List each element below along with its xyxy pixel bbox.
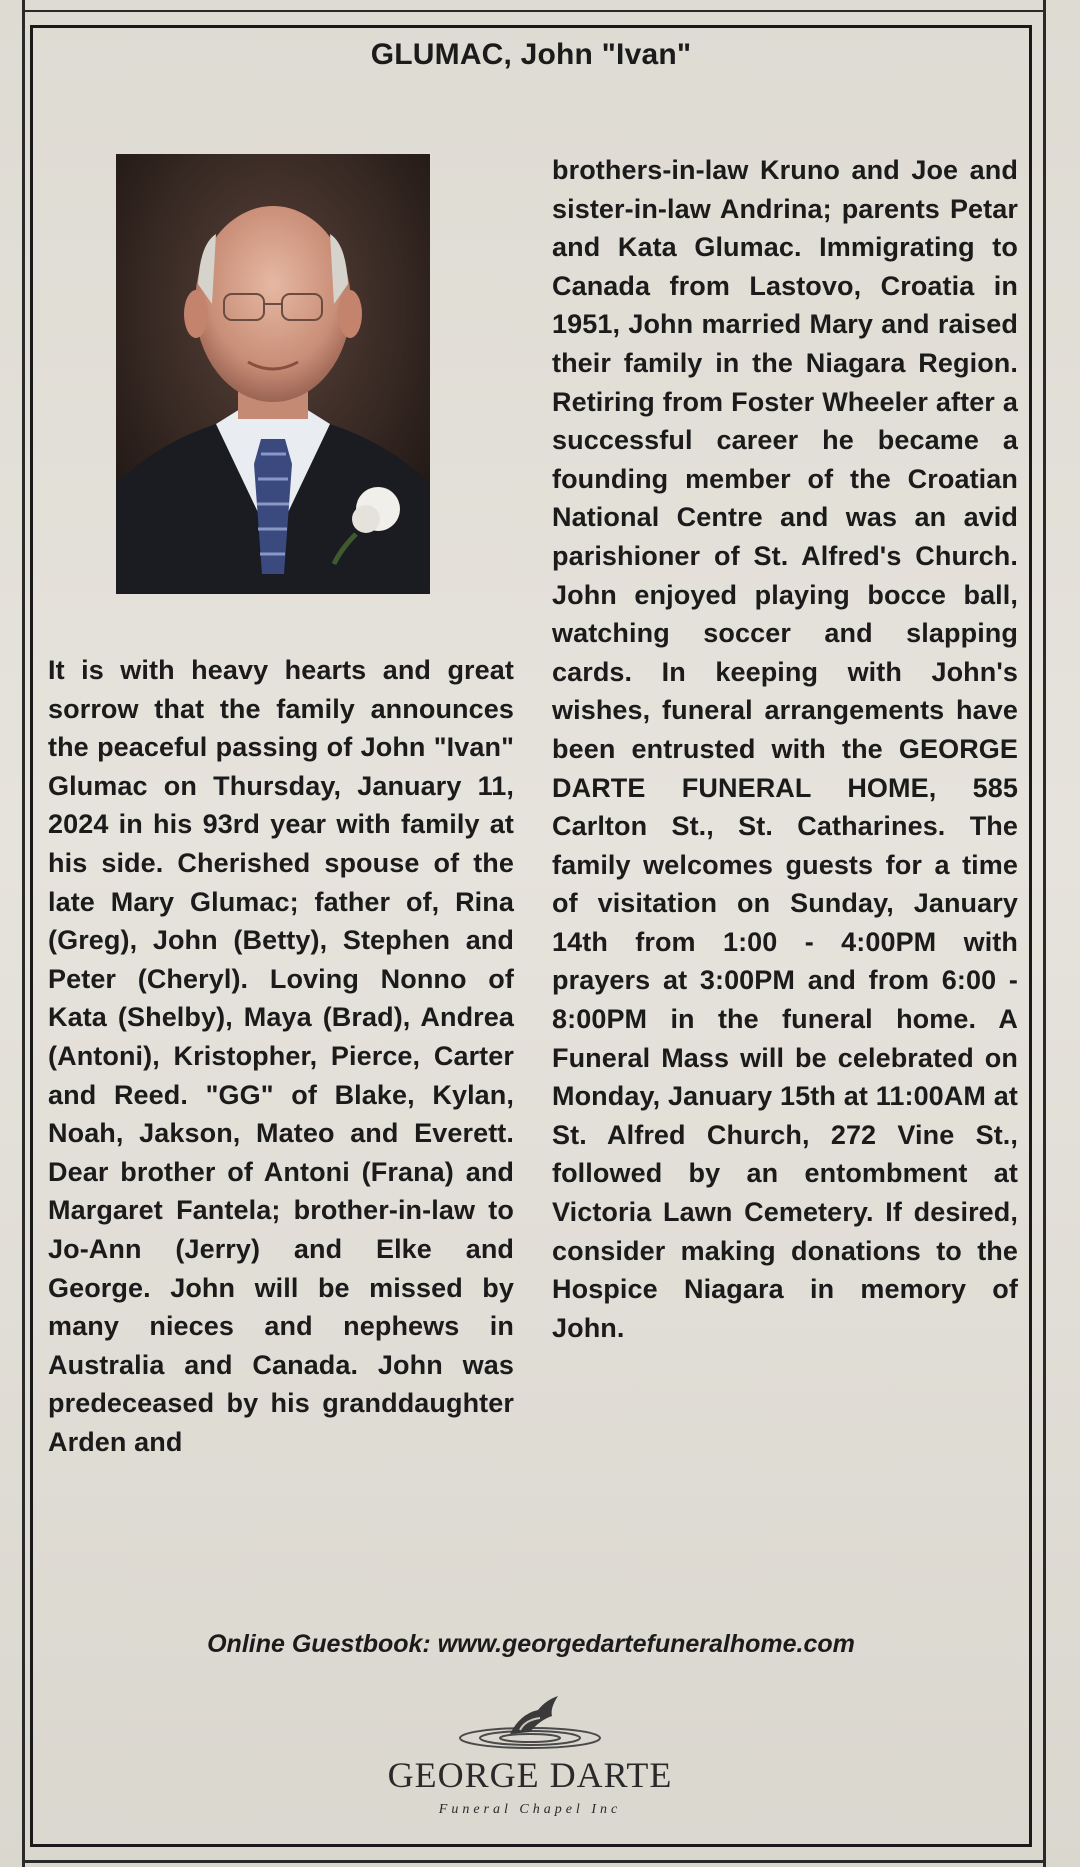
page-rule-right bbox=[1043, 0, 1046, 1867]
logo-subtitle: Funeral Chapel Inc bbox=[438, 1802, 622, 1817]
obituary-text-left: It is with heavy hearts and great sorrow that the family announces the peaceful passing of John "Ivan" Glumac on Thursday, January 11, 2024 in his 93rd year with family at his side. Cherished spouse of the late Mary Glumac; father of, Rina (Greg), John (Betty), Stephen and Peter (Cheryl). Loving Nonno of Kata (Shelby), Maya (Brad), Andrea (Antoni), Kristopher, Pierce, Carter and Reed. "GG" of Blake, Kylan, Noah, Jakson, Mateo and Everett. Dear brother of Antoni (Frana) and Margaret Fantela; brother-in-law to Jo-Ann (Jerry) and Elke and George. John will be missed by many nieces and nephews in Australia and Canada. John was predeceased by his granddaughter Arden and bbox=[48, 655, 514, 1457]
funeral-home-logo bbox=[370, 1690, 690, 1840]
bird-water-icon bbox=[370, 1690, 690, 1760]
obituary-text-right: brothers-in-law Kruno and Joe and sister-in-law Andrina; parents Petar and Kata Glumac. Immigrating to Canada from Lastovo, Croatia in 1951, John married Mary and raised their family in the Niagara Region. Retiring from Foster Wheeler after a successful career he became a founding member of the Croatian National Centre and was an avid parishioner of St. Alfred's Church. John enjoyed playing bocce ball, watching soccer and slapping cards. In keeping with John's wishes, funeral arrangements have been entrusted with the GEORGE DARTE FUNERAL HOME, 585 Carlton St., St. Catharines. The family welcomes guests for a time of visitation on Sunday, January 14th from 1:00 - 4:00PM with prayers at 3:00PM and from 6:00 - 8:00PM in the funeral home. A Funeral Mass will be celebrated on Monday, January 15th at 11:00AM at St. Alfred Church, 272 Vine St., followed by an entombment at Victoria Lawn Cemetery. If desired, consider making donations to the Hospice Niagara in memory of John. bbox=[552, 155, 1018, 1343]
portrait-photo bbox=[116, 154, 430, 594]
page-rule-top bbox=[22, 10, 1046, 12]
portrait-illustration bbox=[116, 154, 430, 594]
page-rule-bottom bbox=[22, 1860, 1046, 1863]
online-guestbook-link[interactable]: Online Guestbook: www.georgedartefuneralhome.com bbox=[207, 1630, 855, 1658]
logo-name: GEORGE DARTE bbox=[387, 1755, 673, 1795]
page-rule-left bbox=[22, 0, 25, 1867]
obituary-headline: GLUMAC, John "Ivan" bbox=[370, 38, 692, 71]
